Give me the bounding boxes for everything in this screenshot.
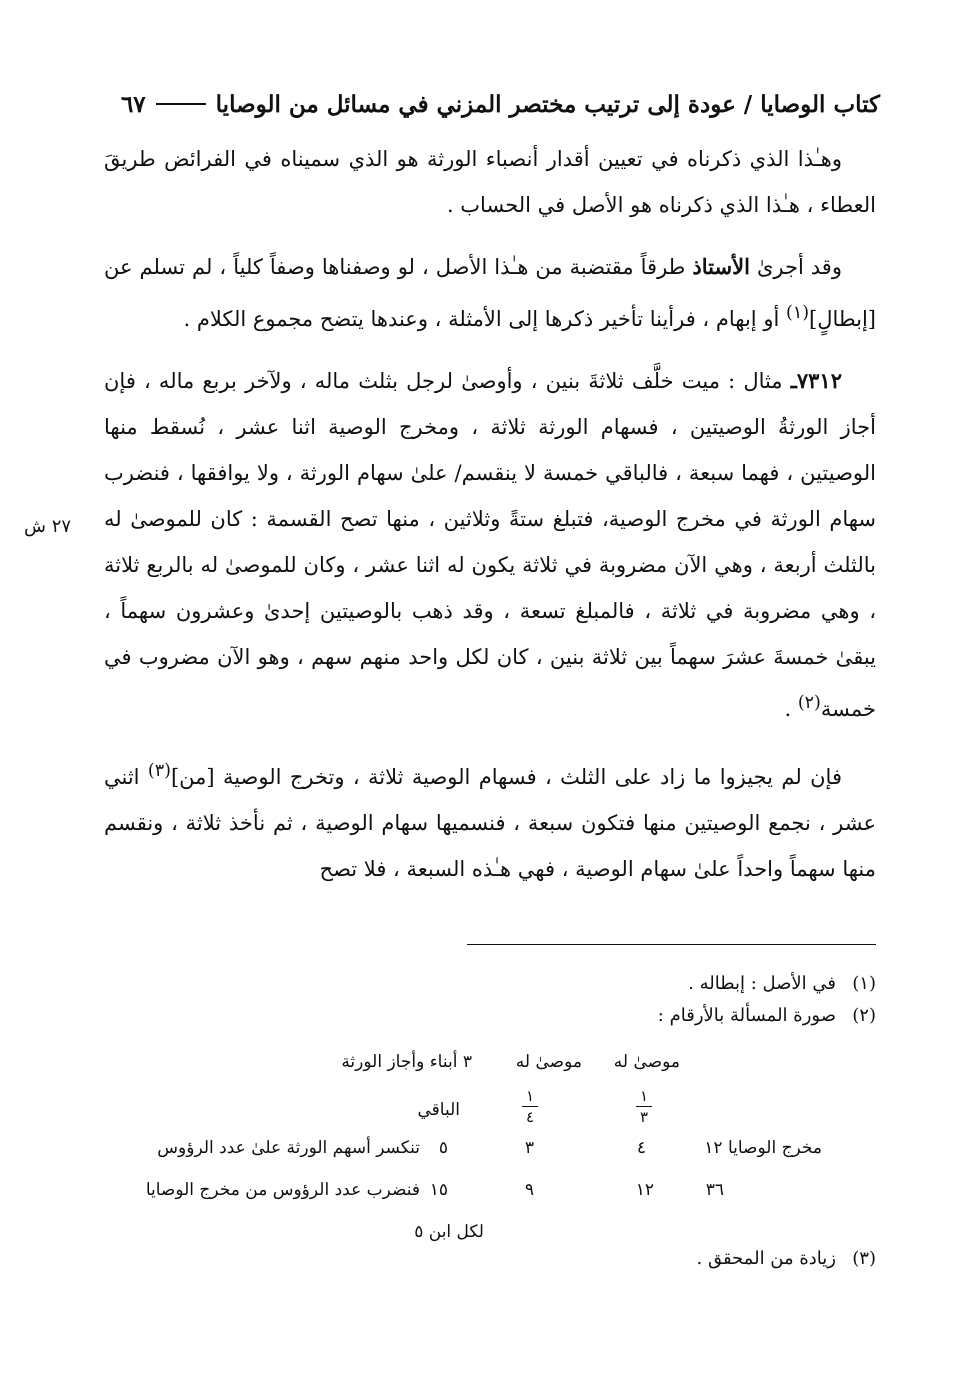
page-number: ٦٧ [120, 90, 146, 118]
paragraph-3 [104, 358, 876, 732]
footnote-3-number: (٣) [852, 1248, 876, 1269]
figure-row1-c3: ٥ [438, 1138, 448, 1158]
paragraph-2-bold: الأستاذ [692, 254, 750, 279]
paragraph-4-rest: اثني عشر ، نجمع الوصيتين منها فتكون سبعة ، فنسميها سهام الوصية ، ثم نأخذ ثلاثة ، ونقسم منها سهماً واحداً علىٰ سهام الوصية ، فهي هـٰذه السبعة ، فلا تصح [104, 765, 876, 881]
paragraph-1-text: وهـٰذا الذي ذكرناه في تعيين أقدار أنصباء الورثة هو الذي سميناه في الفرائض طريقَ العطاء ، هـٰذا الذي ذكرناه هو الأصل في الحساب . [104, 147, 876, 217]
figure-col1-head: موصىٰ له [613, 1052, 680, 1072]
paragraph-1 [104, 136, 876, 228]
figure-row1-c2: ٣ [524, 1138, 534, 1158]
figure-row2-note: فنضرب عدد الرؤوس من مخرج الوصايا [145, 1180, 420, 1200]
paragraph-2-start: وقد أجرىٰ [756, 255, 842, 279]
footnote-3 [104, 1248, 876, 1269]
paragraph-3-text: مثال : ميت خلَّف ثلاثةَ بنين ، وأوصىٰ لرجل بثلث ماله ، ولآخر بربع ماله ، فإن أجاز الورثةُ الوصيتين ، فسهام الورثة ثلاثة ، ومخرج الوصية اثنا عشر ، نُسقط منها الوصيتين ، فهما سبعة ، فالباقي خمسة لا ينقسم/ علىٰ سهام الورثة ، ولا يوافقها ، فنضرب سهام الورثة في مخرج الوصية، فتبلغ ستةً وثلاثين ، منها تصح القسمة : كان للموصىٰ له بالثلث أربعة ، وهي الآن مضروبة في ثلاثة يكون له اثنا عشر ، وكان للموصىٰ له بالربع ثلاثة ، وهي مضروبة في ثلاثة ، فالمبلغ تسعة ، وقد ذهب بالوصيتين إحدىٰ وعشرون سهماً ، يبقىٰ خمسةَ عشرَ سهماً بين ثلاثة بنين ، كان لكل واحد منهم سهم ، وهو الآن مضروب في خمسة [104, 369, 876, 721]
fraction-quarter [522, 1088, 538, 1125]
figure-row1-label: مخرج الوصايا ١٢ [704, 1138, 822, 1158]
margin-note: ٢٧ ش [24, 516, 72, 537]
fraction-third [636, 1088, 652, 1125]
fraction-quarter-num: ١ [525, 1087, 535, 1105]
paragraph-2-end: أو إبهام ، فرأينا تأخير ذكرها إلى الأمثلة ، وعندها يتضح مجموع الكلام . [183, 307, 780, 331]
footnote-2 [104, 1000, 876, 1032]
figure-row2-c2: ٩ [524, 1180, 534, 1200]
issue-number: ٧٣١٢ـ [790, 368, 842, 393]
footnote-2-number: (٢) [852, 1005, 876, 1026]
calculation-figure [100, 1046, 840, 1246]
footnotes [104, 968, 876, 1032]
fraction-quarter-bar [522, 1106, 538, 1107]
figure-row1-c1: ٤ [636, 1138, 646, 1158]
figure-row2-c3: ١٥ [429, 1180, 448, 1200]
main-text [104, 136, 876, 908]
header-dash [156, 103, 206, 105]
footnote-ref-3: (٣) [147, 761, 171, 781]
footnote-3-text: زيادة من المحقق . [696, 1248, 836, 1269]
fraction-third-bar [636, 1106, 652, 1107]
footnote-ref-1: (١) [785, 303, 810, 323]
footnote-1-number: (١) [852, 973, 876, 994]
figure-remainder-label: الباقي [417, 1100, 460, 1120]
paragraph-4-text: فإن لم يجيزوا ما زاد على الثلث ، فسهام الوصية ثلاثة ، وتخرج الوصية [من] [170, 765, 842, 789]
paragraph-2 [104, 244, 876, 342]
figure-row2-c1: ١٢ [635, 1180, 654, 1200]
fraction-quarter-den: ٤ [525, 1108, 535, 1126]
figure-row2-label: ٣٦ [705, 1180, 724, 1200]
figure-row1-note: تنكسر أسهم الورثة علىٰ عدد الرؤوس [157, 1138, 420, 1158]
footnote-1-text: في الأصل : إبطاله . [688, 973, 836, 994]
fraction-third-den: ٣ [639, 1108, 649, 1126]
paragraph-3-end: . [784, 697, 792, 721]
footnote-1 [104, 968, 876, 1000]
figure-col3-head: ٣ أبناء وأجاز الورثة [341, 1052, 472, 1072]
fraction-third-num: ١ [639, 1087, 649, 1105]
paragraph-4 [104, 748, 876, 892]
running-header [118, 84, 880, 124]
figure-row3-note: لكل ابن ٥ [414, 1222, 484, 1242]
paragraph-2-rest: طرقاً مقتضبة من هـٰذا الأصل ، لو وصفناها وصفاً كلياً ، لم تسلم عن [إبطالٍ] [104, 255, 876, 331]
footnote-2-text: صورة المسألة بالأرقام : [657, 1005, 836, 1026]
footnote-ref-2: (٢) [797, 693, 821, 713]
footnote-rule [467, 944, 876, 945]
footnote-3-line [104, 1248, 876, 1269]
header-title: كتاب الوصايا / عودة إلى ترتيب مختصر المزني في مسائل من الوصايا [215, 90, 880, 118]
figure-col2-head: موصىٰ له [515, 1052, 582, 1072]
